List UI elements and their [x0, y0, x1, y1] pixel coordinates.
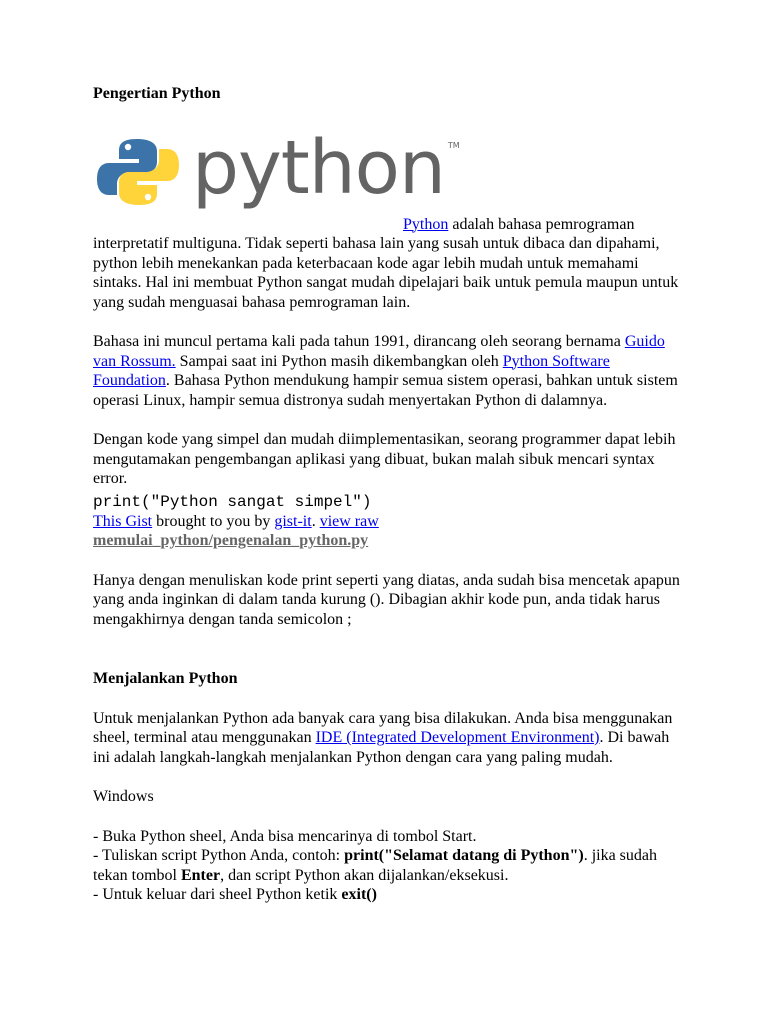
paragraph-intro: Python adalah bahasa pemrograman interpretatif multiguna. Tidak seperti bahasa lain yang susah untuk dibaca dan dipahami, python lebih menekankan pada keterbacaan kode agar lebih mudah untuk memahami sintaks. Hal ini membuat Python sangat mudah dipelajari baik untuk pemula maupun untuk yang sudah menguasai bahasa pemrograman lain. — [93, 215, 679, 311]
link-guido-van-rossum[interactable]: Guido van Rossum. — [93, 333, 665, 370]
link-gist-it[interactable]: gist-it — [274, 512, 312, 530]
heading-menjalankan-python: Menjalankan Python — [93, 670, 238, 687]
document-page — [93, 84, 683, 905]
paragraph-history: Bahasa ini muncul pertama kali pada tahun 1991, dirancang oleh seorang bernama Guido van Rossum. Sampai saat ini Python masih dikembangkan oleh Python Software Foundation. Bahasa Python mendukung hampir semua sistem operasi, bahkan untuk sistem operasi Linux, hampir semua distronya sudah menyertakan Python di dalamnya. — [93, 333, 678, 409]
paragraph-simplicity: Dengan kode yang simpel dan mudah diimplementasikan, seorang programmer dapat lebih mengutamakan pengembangan aplikasi yang dibuat, bukan malah sibuk mencari syntax error. — [93, 431, 676, 487]
python-wordmark: python — [192, 124, 445, 211]
link-this-gist[interactable]: This Gist — [93, 512, 153, 530]
paragraph-print-explanation: Hanya dengan menuliskan kode print seperti yang diatas, anda sudah bisa mencetak apapun yang anda inginkan di dalam tanda kurung (). Dibagian akhir kode pun, anda tidak harus mengakhirnya dengan tanda semicolon ; — [93, 571, 680, 628]
heading-pengertian-python: Pengertian Python — [93, 85, 221, 102]
link-python-software-foundation[interactable]: Python Software Foundation — [93, 352, 610, 389]
step-write-script: - Tuliskan script Python Anda, contoh: print("Selamat datang di Python"). jika sudah tekan tombol Enter, dan script Python akan dijalankan/eksekusi. — [93, 847, 658, 884]
link-gist-file[interactable]: memulai_python/pengenalan_python.py — [93, 532, 369, 549]
gist-credit: This Gist brought to you by gist-it. view raw — [93, 512, 379, 530]
step-open-shell: - Buka Python sheel, Anda bisa mencarinya di tombol Start. — [93, 827, 477, 845]
trademark-mark: TM — [447, 141, 460, 150]
code-example: print("Python sangat simpel") — [93, 492, 372, 511]
link-ide[interactable]: IDE (Integrated Development Environment) — [315, 729, 600, 746]
python-logo — [93, 124, 683, 211]
link-python[interactable]: Python — [403, 215, 449, 233]
python-snake-icon — [93, 137, 183, 207]
label-windows: Windows — [93, 788, 154, 805]
step-exit-shell: - Untuk keluar dari sheel Python ketik exit() — [93, 886, 377, 903]
link-view-raw[interactable]: view raw — [319, 512, 379, 530]
paragraph-how-to-run: Untuk menjalankan Python ada banyak cara yang bisa dilakukan. Anda bisa menggunakan sheel, terminal atau menggunakan IDE (Integrated Development Environment). Di bawah ini adalah langkah-langkah menjalankan Python dengan cara yang paling mudah. — [93, 709, 673, 766]
